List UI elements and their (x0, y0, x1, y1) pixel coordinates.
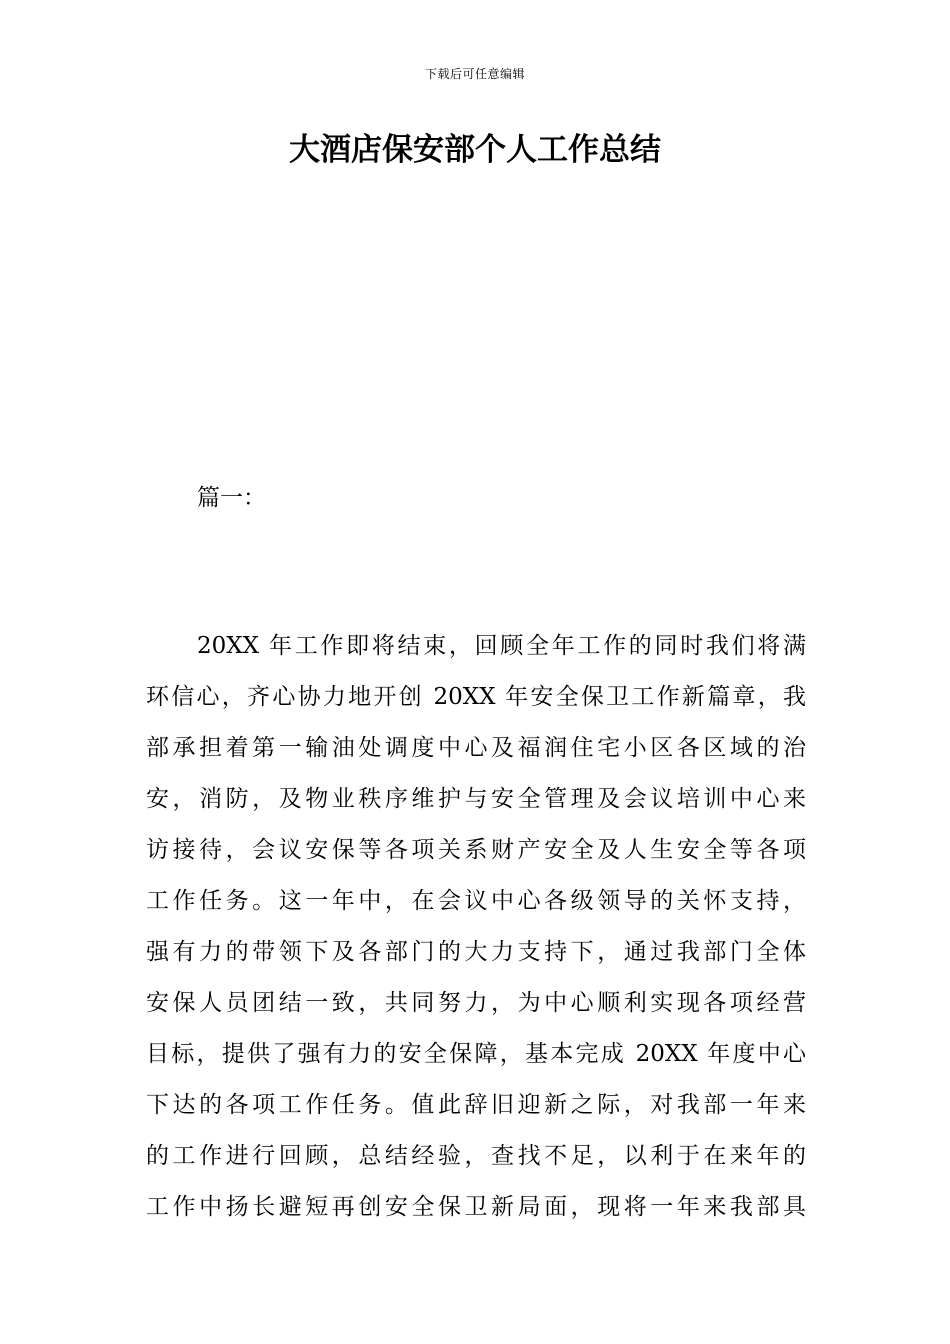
paragraph-line: 环信心，齐心协力地开创 20XX 年安全保卫工作新篇章，我 (146, 684, 806, 710)
paragraph-line: 工作中扬长避短再创安全保卫新局面，现将一年来我部具 (146, 1194, 806, 1220)
paragraph-line: 工作任务。这一年中，在会议中心各级领导的关怀支持， (146, 888, 806, 914)
paragraph-line: 部承担着第一输油处调度中心及福润住宅小区各区域的治 (146, 735, 806, 761)
paragraph-line: 下达的各项工作任务。值此辞旧迎新之际，对我部一年来 (146, 1092, 806, 1118)
paragraph-line: 访接待，会议安保等各项关系财产安全及人生安全等各项 (146, 837, 806, 863)
section-label: 篇一： (197, 485, 266, 511)
paragraph-line: 的工作进行回顾，总结经验，查找不足，以利于在来年的 (146, 1143, 806, 1169)
body-paragraph (146, 626, 806, 1238)
paragraph-line: 安，消防，及物业秩序维护与安全管理及会议培训中心来 (146, 786, 806, 812)
paragraph-line: 20XX 年工作即将结束，回顾全年工作的同时我们将满 (197, 633, 806, 659)
header-note: 下载后可任意编辑 (424, 67, 525, 81)
paragraph-line: 目标，提供了强有力的安全保障，基本完成 20XX 年度中心 (146, 1041, 806, 1067)
paragraph-line: 强有力的带领下及各部门的大力支持下，通过我部门全体 (146, 939, 806, 965)
paragraph-line: 安保人员团结一致，共同努力，为中心顺利实现各项经营 (146, 990, 806, 1016)
document-title: 大酒店保安部个人工作总结 (289, 132, 661, 168)
